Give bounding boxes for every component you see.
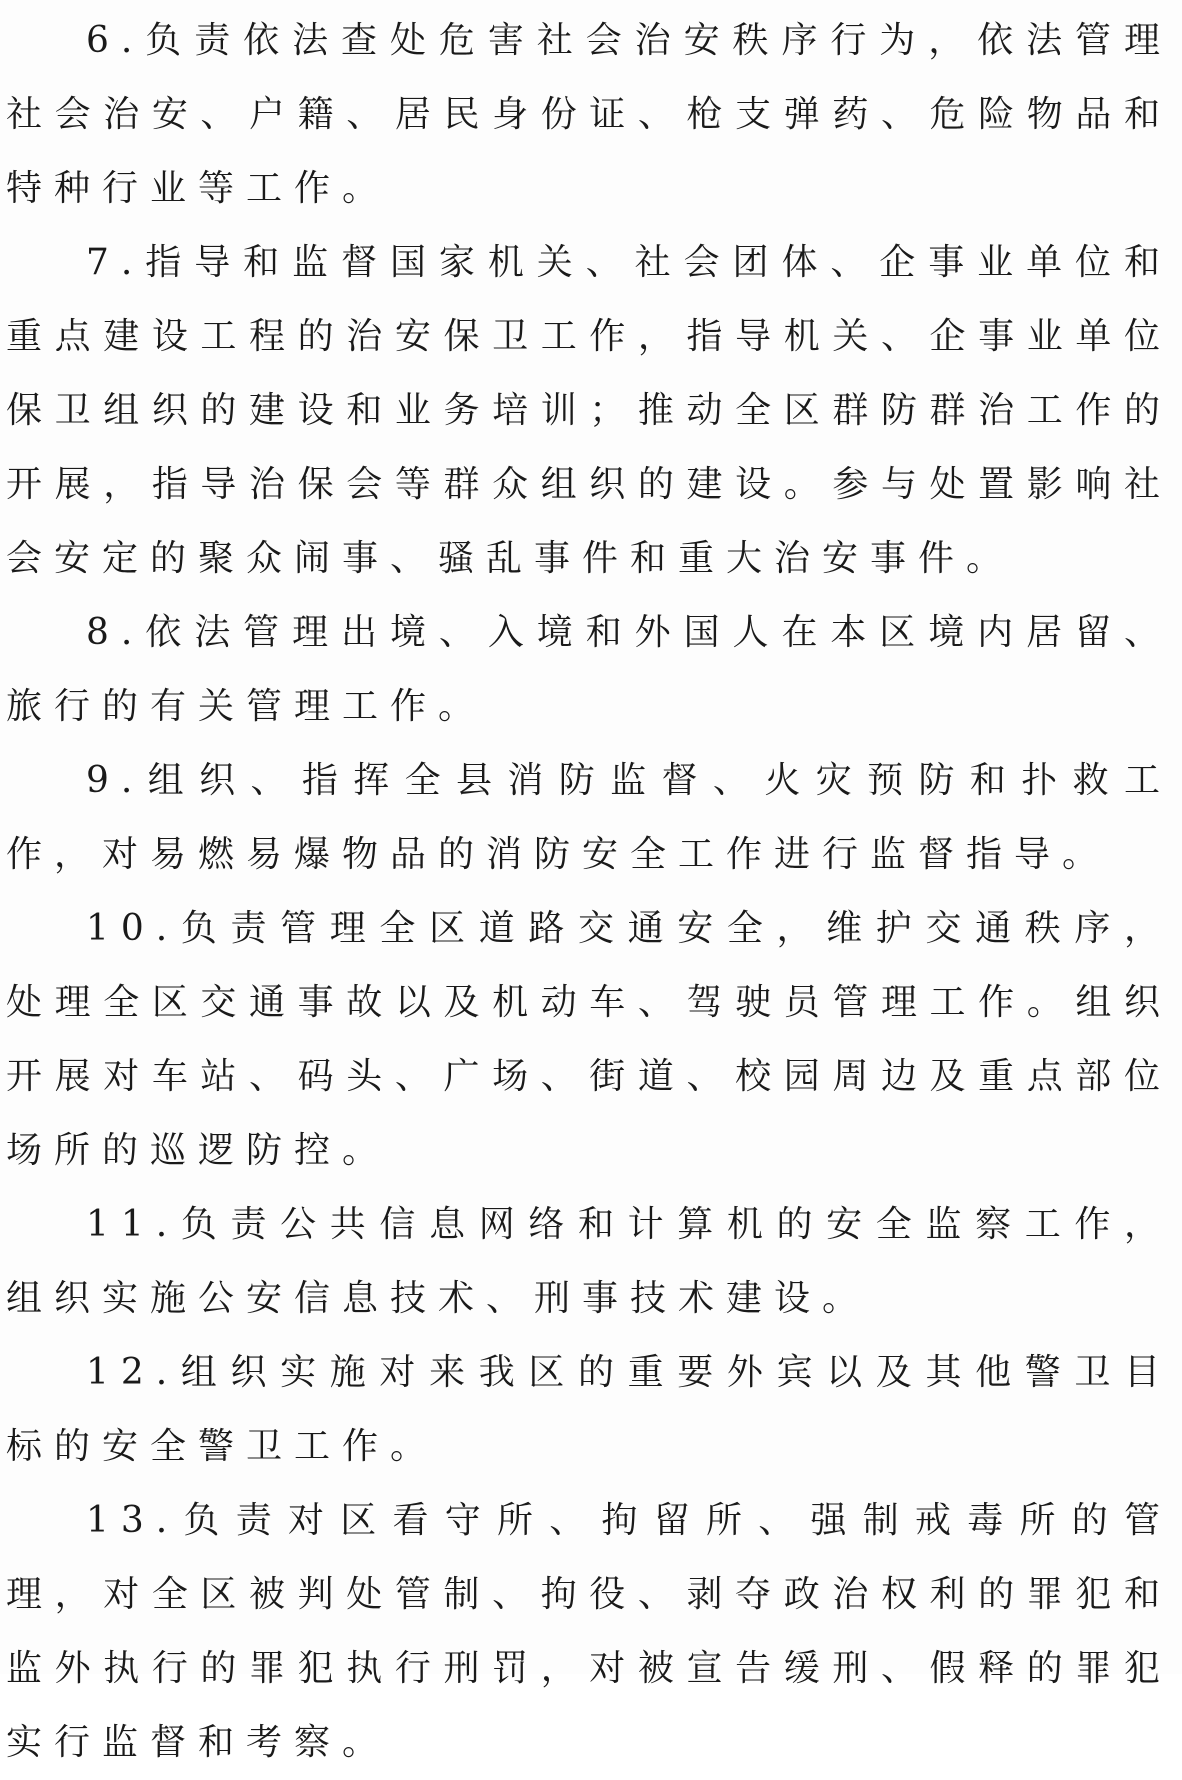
document-body xyxy=(6,4,1172,1780)
paragraph-item-11: 11.负责公共信息网络和计算机的安全监察工作，组织实施公安信息技术、刑事技术建设。 xyxy=(6,1204,1172,1319)
paragraph-item-13: 13.负责对区看守所、拘留所、强制戒毒所的管理，对全区被判处管制、拘役、剥夺政治权利的罪犯和监外执行的罪犯执行刑罚，对被宣告缓刑、假释的罪犯实行监督和考察。 xyxy=(6,1500,1172,1763)
paragraph-item-8: 8.依法管理出境、入境和外国人在本区境内居留、旅行的有关管理工作。 xyxy=(6,612,1172,727)
paragraph-item-6: 6.负责依法查处危害社会治安秩序行为，依法管理社会治安、户籍、居民身份证、枪支弹药、危险物品和特种行业等工作。 xyxy=(6,20,1172,209)
paragraph-item-7: 7.指导和监督国家机关、社会团体、企事业单位和重点建设工程的治安保卫工作，指导机关、企事业单位保卫组织的建设和业务培训；推动全区群防群治工作的开展，指导治保会等群众组织的建设。参与处置影响社会安定的聚众闹事、骚乱事件和重大治安事件。 xyxy=(6,242,1172,579)
paragraph-item-9: 9.组织、指挥全县消防监督、火灾预防和扑救工作，对易燃易爆物品的消防安全工作进行监督指导。 xyxy=(6,760,1172,875)
paragraph-item-12: 12.组织实施对来我区的重要外宾以及其他警卫目标的安全警卫工作。 xyxy=(6,1352,1172,1467)
paragraph-item-10: 10.负责管理全区道路交通安全，维护交通秩序，处理全区交通事故以及机动车、驾驶员管理工作。组织开展对车站、码头、广场、街道、校园周边及重点部位场所的巡逻防控。 xyxy=(6,908,1172,1171)
